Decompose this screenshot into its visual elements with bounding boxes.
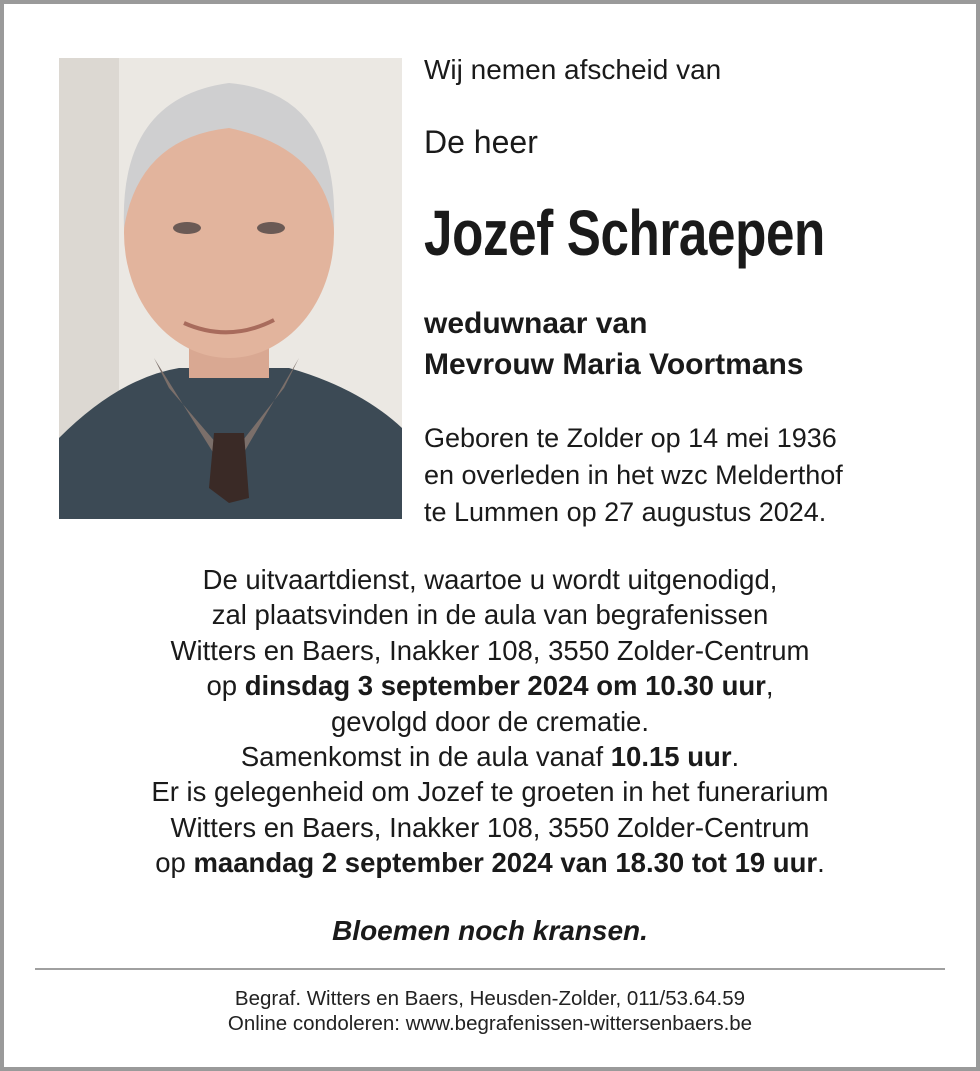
birth-death-info — [424, 420, 843, 531]
service-text: gevolgd door de crematie. — [331, 705, 649, 737]
service-line — [0, 704, 980, 739]
service-line — [0, 562, 980, 597]
service-line — [0, 845, 980, 880]
funeral-home-contact: Begraf. Witters en Baers, Heusden-Zolder, 011/53.64.59 — [234, 987, 746, 1010]
online-condolence[interactable]: Online condoleren: www.begrafenissen-wittersenbaers.be — [227, 1012, 753, 1035]
service-text: . — [731, 741, 740, 773]
service-highlight: 10.15 uur — [610, 741, 732, 773]
service-line — [0, 810, 980, 845]
service-details — [0, 562, 980, 881]
bio-line: Geboren te Zolder op 14 mei 1936 — [424, 423, 837, 453]
service-text: Samenkomst in de aula vanaf — [240, 741, 611, 773]
service-line — [0, 774, 980, 809]
bio-line: en overleden in het wzc Melderthof — [424, 460, 843, 490]
service-text: De uitvaartdienst, waartoe u wordt uitgenodigd, — [202, 564, 778, 595]
service-line — [0, 739, 980, 774]
divider — [35, 968, 945, 970]
service-text: , — [765, 670, 774, 702]
service-text: Witters en Baers, Inakker 108, 3550 Zolder-Centrum — [170, 811, 810, 843]
service-line — [0, 668, 980, 703]
service-line — [0, 633, 980, 668]
service-text: op — [155, 847, 194, 879]
service-highlight: dinsdag 3 september 2024 om 10.30 uur — [244, 670, 766, 702]
service-line — [0, 597, 980, 632]
service-text: Er is gelegenheid om Jozef te groeten in het funerarium — [151, 776, 829, 808]
widower-of — [424, 303, 804, 385]
service-text: zal plaatsvinden in de aula van begrafenissen — [211, 599, 769, 631]
service-highlight: maandag 2 september 2024 van 18.30 tot 19 uur — [193, 847, 818, 879]
service-text: . — [817, 847, 825, 879]
intro-text: Wij nemen afscheid van — [424, 54, 722, 85]
service-text: Witters en Baers, Inakker 108, 3550 Zolder-Centrum — [170, 634, 810, 666]
honorific: De heer — [424, 124, 538, 160]
portrait-photo — [59, 58, 402, 519]
spouse-name: Mevrouw Maria Voortmans — [424, 348, 804, 381]
footer — [0, 986, 980, 1036]
service-text: op — [206, 670, 245, 702]
flowers-note: Bloemen noch kransen. — [332, 915, 648, 946]
widow-line: weduwnaar van — [424, 307, 648, 340]
deceased-name: Jozef Schraepen — [424, 197, 825, 269]
bio-line: te Lummen op 27 augustus 2024. — [424, 497, 827, 527]
